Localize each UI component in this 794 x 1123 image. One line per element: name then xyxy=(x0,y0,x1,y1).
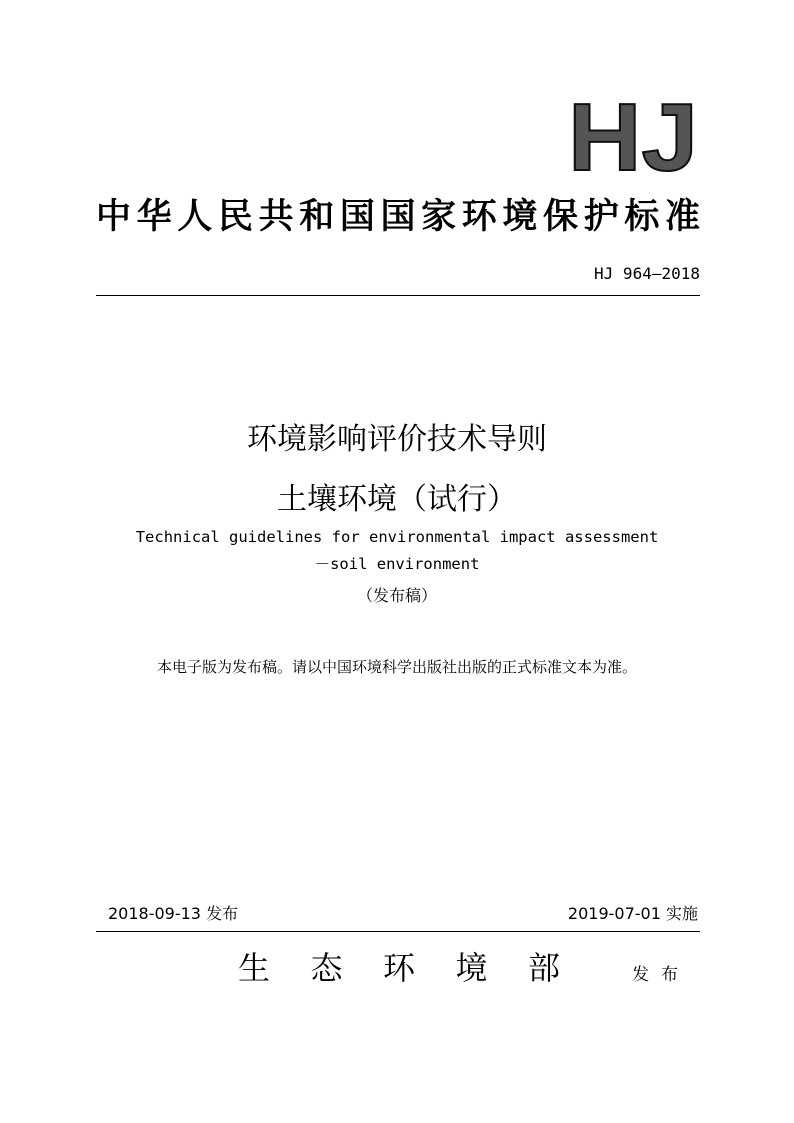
org-char: 护 xyxy=(583,196,619,237)
hj-logo-text: HJ xyxy=(568,96,698,174)
org-char: 国 xyxy=(380,196,416,237)
org-char: 国 xyxy=(339,196,375,237)
publisher-name xyxy=(238,944,560,988)
publish-char: 发 xyxy=(632,965,649,985)
publisher-char: 生 xyxy=(238,949,271,987)
org-char: 家 xyxy=(421,196,457,237)
org-char: 共 xyxy=(258,196,294,237)
english-title-line-2: －soil environment xyxy=(314,555,480,573)
effective-date: 2019-07-01 实施 xyxy=(567,904,698,923)
english-title-line-1: Technical guidelines for environmental impact assessment xyxy=(135,528,659,546)
issue-date: 2018-09-13 发布 xyxy=(108,904,239,923)
org-char: 人 xyxy=(177,196,213,237)
org-char: 境 xyxy=(502,196,538,237)
organization-title xyxy=(96,192,700,236)
standard-code: HJ 964—2018 xyxy=(594,264,700,283)
footer-divider xyxy=(96,931,700,932)
edition-note: 本电子版为发布稿。请以中国环境科学出版社出版的正式标准文本为准。 xyxy=(156,658,637,676)
title-line-2: 土壤环境（试行） xyxy=(277,482,517,517)
org-char: 华 xyxy=(136,196,172,237)
publisher-char: 部 xyxy=(527,949,560,987)
org-char: 准 xyxy=(664,196,700,237)
header-divider xyxy=(96,295,700,296)
hj-logo xyxy=(566,96,700,174)
draft-label: （发布稿） xyxy=(356,586,437,605)
org-char: 标 xyxy=(624,196,660,237)
title-line-1: 环境影响评价技术导则 xyxy=(247,422,547,457)
publisher-char: 态 xyxy=(310,949,343,987)
org-char: 民 xyxy=(217,196,253,237)
publisher-char: 环 xyxy=(382,949,415,987)
publish-label xyxy=(632,960,678,985)
org-char: 保 xyxy=(543,196,579,237)
org-char: 和 xyxy=(299,196,335,237)
org-char: 中 xyxy=(96,196,132,237)
publisher-char: 境 xyxy=(455,949,488,987)
org-char: 环 xyxy=(461,196,497,237)
publish-char: 布 xyxy=(661,965,678,985)
